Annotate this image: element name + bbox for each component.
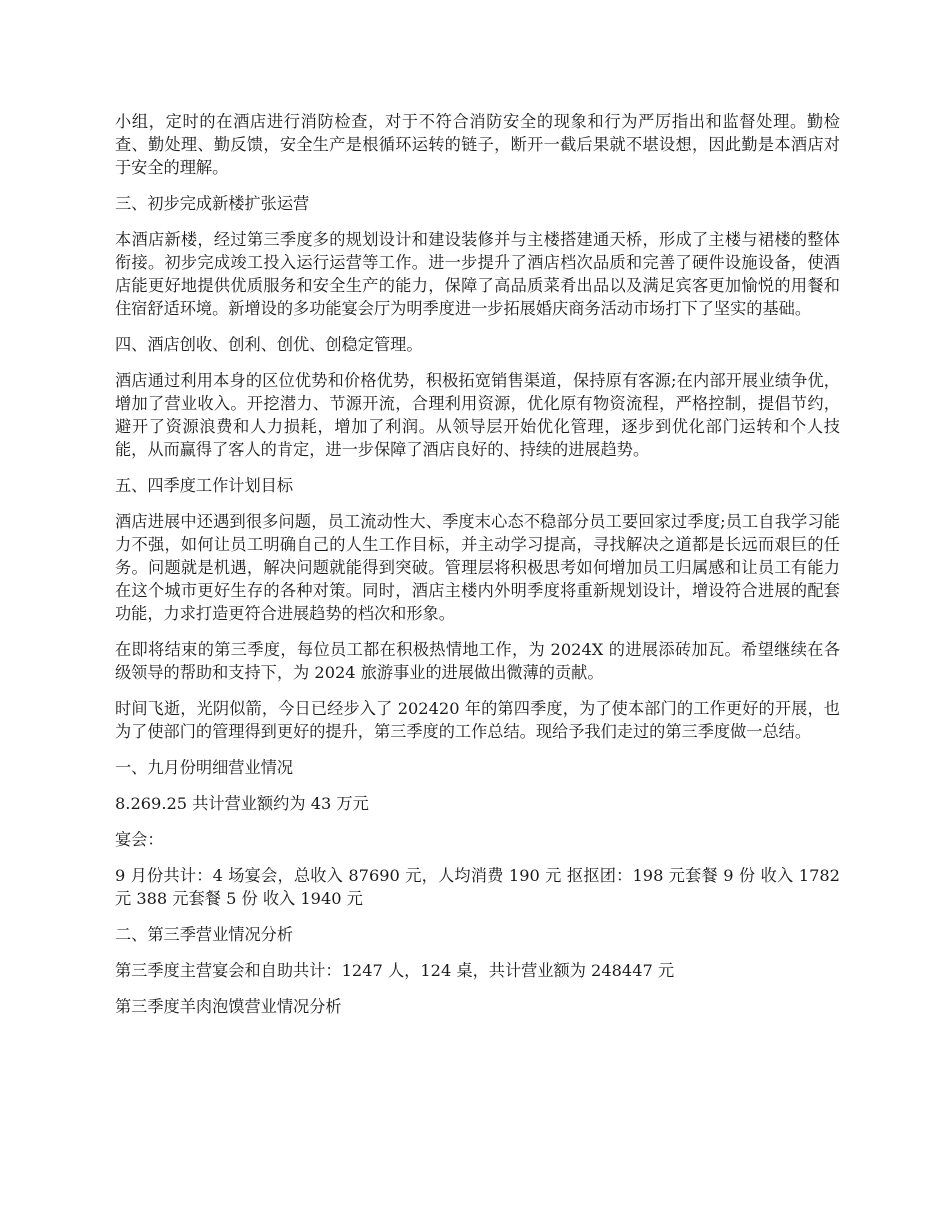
section-heading-new-building: 三、初步完成新楼扩张运营 — [115, 194, 310, 213]
paragraph-summary-intro: 时间飞逝，光阴似箭，今日已经步入了 202420 年的第四季度，为了使本部门的工作更好的开展，也为了使部门的管理得到更好的提升，第三季度的工作总结。现给予我们走过的第三季度做一总结。 — [115, 699, 840, 741]
paragraph-new-building: 本酒店新楼，经过第三季度多的规划设计和建设装修并与主楼搭建通天桥，形成了主楼与裙楼的整体衔接。初步完成竣工投入运行运营等工作。进一步提升了酒店档次品质和完善了硬件设施设备，使酒店能更好地提供优质服务和安全生产的能力，保障了高品质菜肴出品以及满足宾客更加愉悦的用餐和住宿舒适环境。新增设的多功能宴会厅为明季度进一步拓展婚庆商务活动市场打下了坚实的基础。 — [115, 230, 840, 318]
section-heading-q3-analysis: 二、第三季营业情况分析 — [115, 925, 294, 944]
section-heading-september: 一、九月份明细营业情况 — [115, 758, 294, 777]
paragraph-banquet-label: 宴会： — [115, 830, 164, 849]
paragraph-q3-totals: 第三季度主营宴会和自助共计：1247 人，124 桌，共计营业额为 248447 元 — [115, 961, 675, 980]
paragraph-september-revenue: 8.269.25 共计营业额约为 43 万元 — [115, 794, 369, 813]
section-heading-management: 四、酒店创收、创利、创优、创稳定管理。 — [115, 335, 423, 354]
paragraph-safety-inspection: 小组，定时的在酒店进行消防检查，对于不符合消防安全的现象和行为严厉指出和监督处理。勤检查、勤处理、勤反馈，安全生产是根循环运转的链子，断开一截后果就不堪设想，因此勤是本酒店对于安全的理解。 — [115, 112, 840, 177]
document-page — [115, 110, 840, 1031]
paragraph-closing: 在即将结束的第三季度，每位员工都在积极热情地工作，为 2024X 的进展添砖加瓦。希望继续在各级领导的帮助和支持下，为 2024 旅游事业的进展做出微薄的贡献。 — [115, 640, 840, 682]
paragraph-banquet-details: 9 月份共计：4 场宴会，总收入 87690 元，人均消费 190 元 抠抠团：198 元套餐 9 份 收入 1782 元 388 元套餐 5 份 收入 1940 元 — [115, 866, 840, 908]
paragraph-lamb-soup-analysis: 第三季度羊肉泡馍营业情况分析 — [115, 997, 342, 1016]
paragraph-q4-plan: 酒店进展中还遇到很多问题，员工流动性大、季度末心态不稳部分员工要回家过季度;员工自我学习能力不强，如何让员工明确自己的人生工作目标，并主动学习提高，寻找解决之道都是长远而艰巨的任务。问题就是机遇，解决问题就能得到突破。管理层将积极思考如何增加员工归属感和让员工有能力在这个城市更好生存的各种对策。同时，酒店主楼内外明季度将重新规划设计，增设符合进展的配套功能，力求打造更符合进展趋势的档次和形象。 — [115, 512, 840, 623]
paragraph-management: 酒店通过利用本身的区位优势和价格优势，积极拓宽销售渠道，保持原有客源;在内部开展业绩争优，增加了营业收入。开挖潜力、节源开流，合理利用资源，优化原有物资流程，严格控制，提倡节约，避开了资源浪费和人力损耗，增加了利润。从领导层开始优化管理，逐步到优化部门运转和个人技能，从而赢得了客人的肯定，进一步保障了酒店良好的、持续的进展趋势。 — [115, 371, 840, 459]
section-heading-q4-plan: 五、四季度工作计划目标 — [115, 476, 294, 495]
